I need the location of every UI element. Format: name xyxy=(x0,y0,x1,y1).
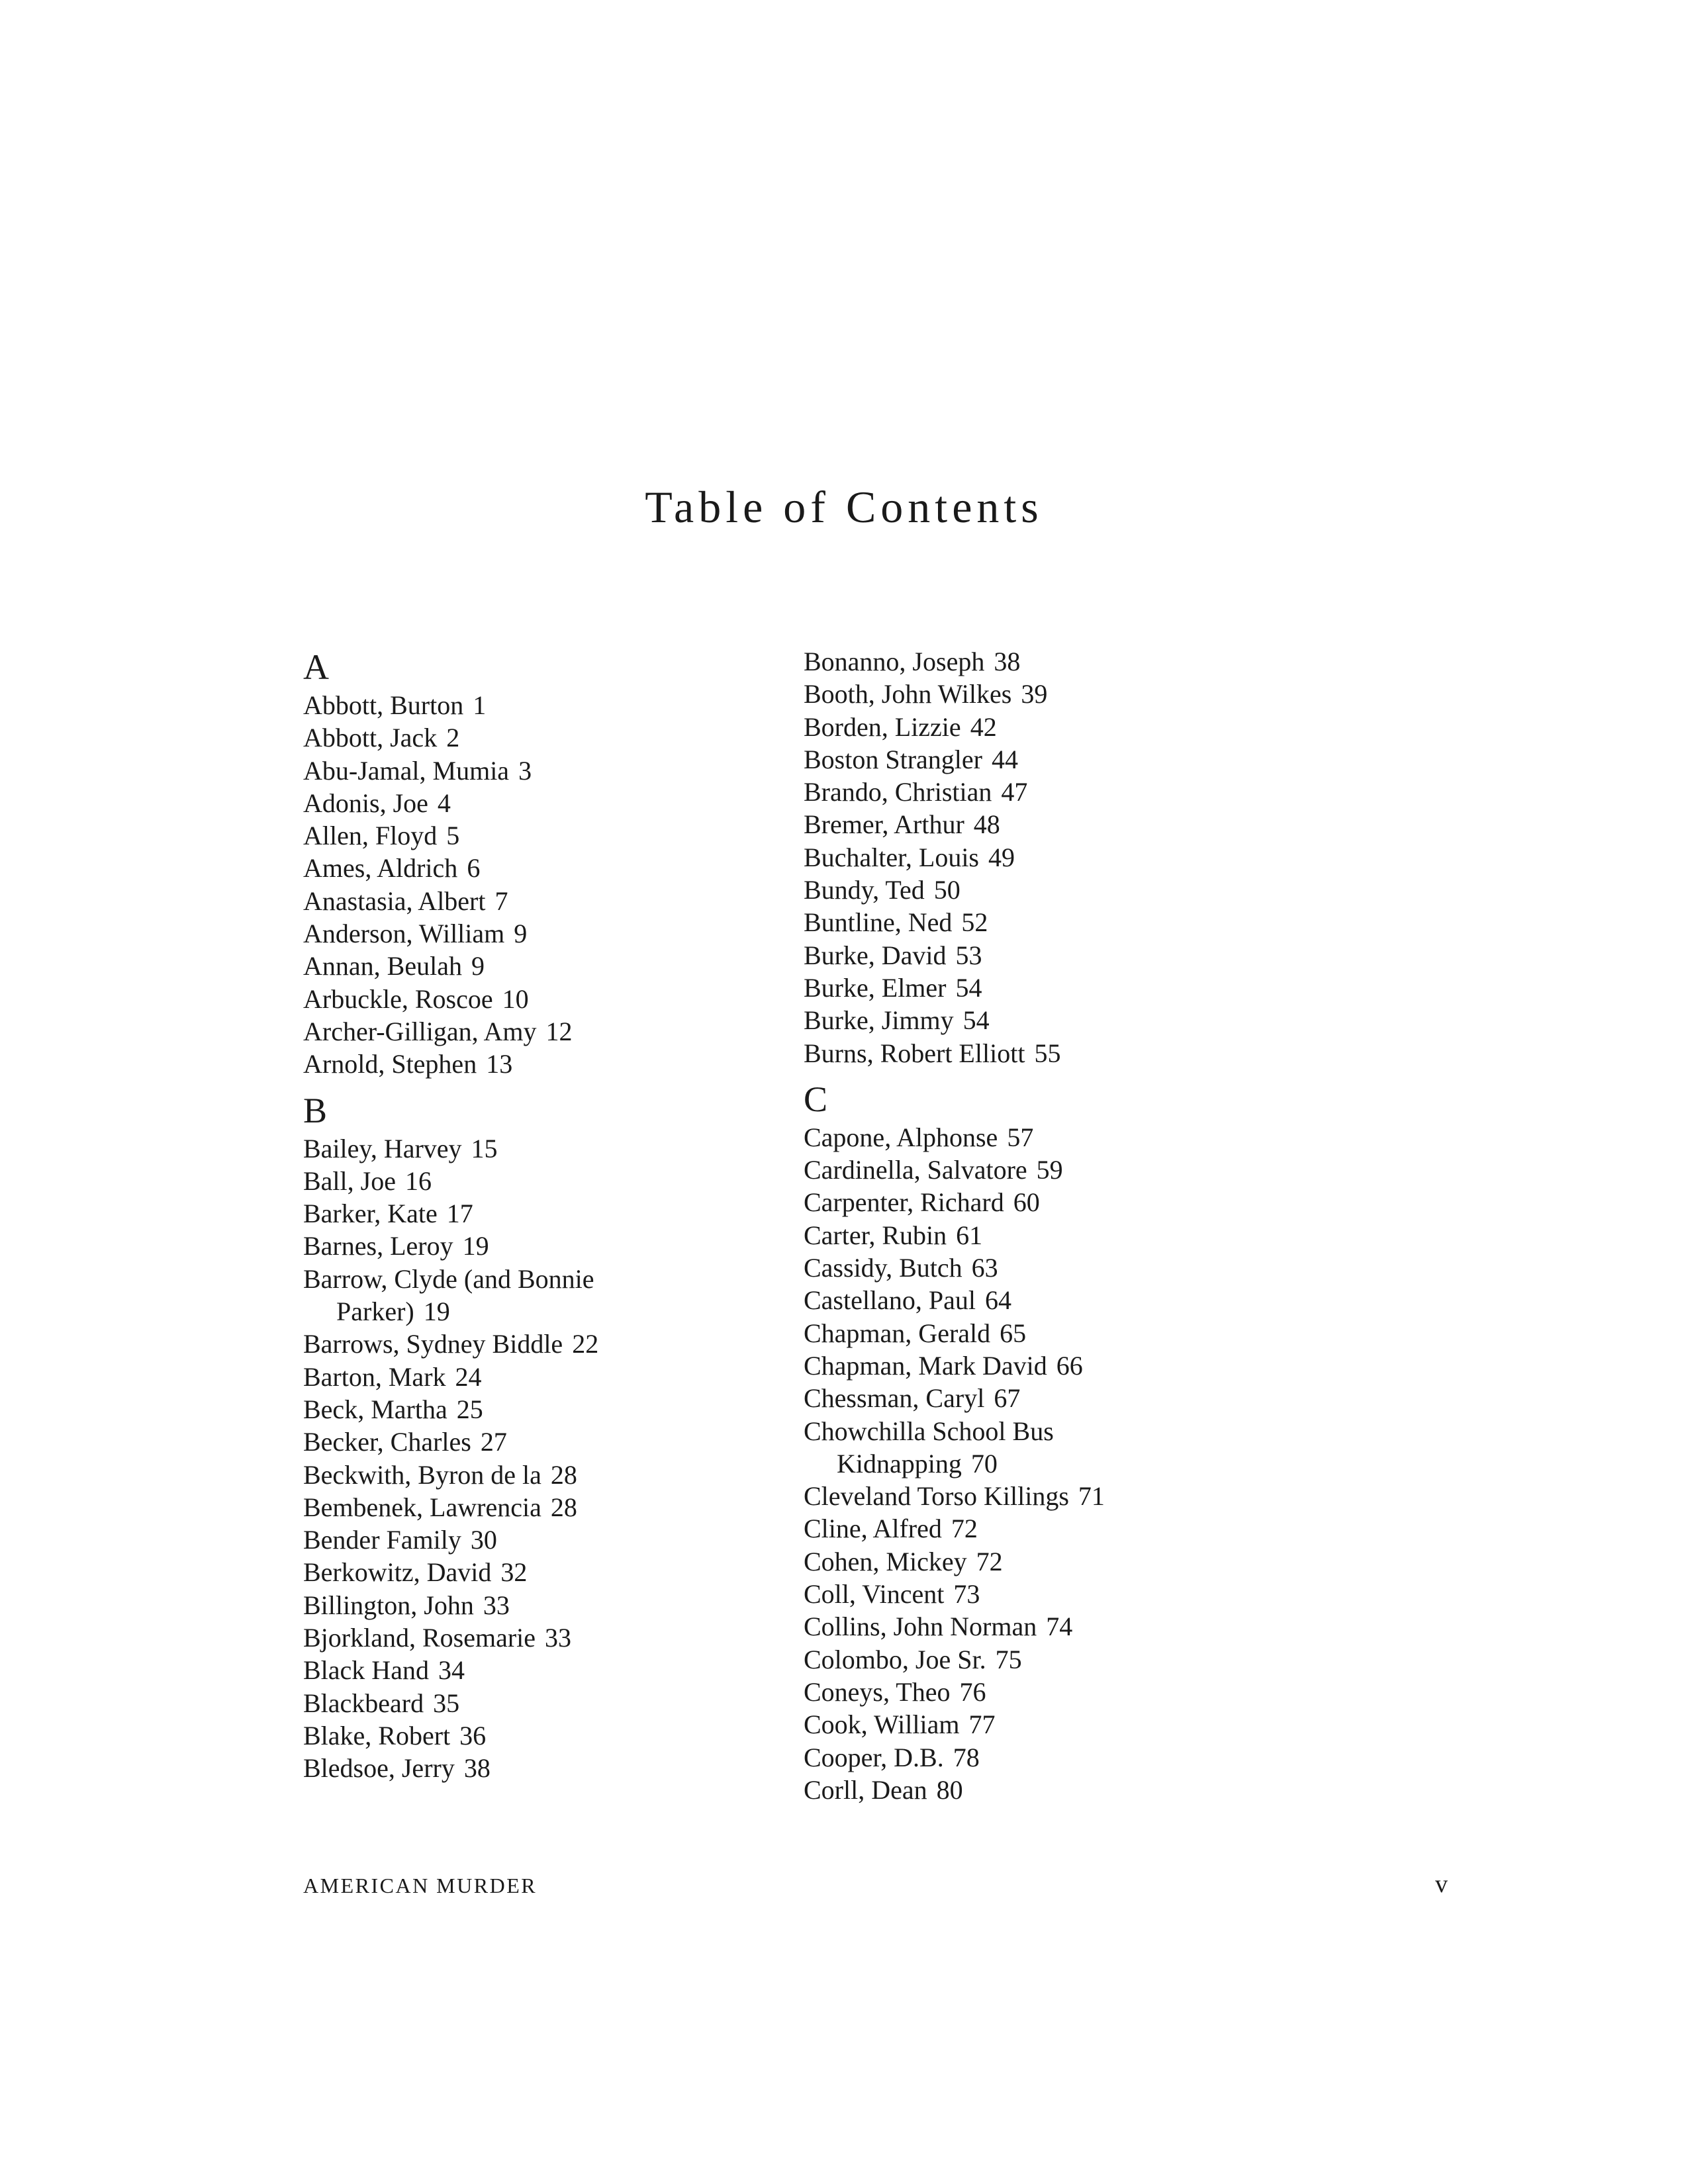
toc-entry xyxy=(804,1774,1267,1806)
entry-name: Annan, Beulah xyxy=(303,951,462,981)
entry-name: Brando, Christian xyxy=(804,777,992,807)
entry-page-number: 19 xyxy=(462,1231,489,1261)
toc-entry xyxy=(804,1251,1267,1284)
entry-page-number: 50 xyxy=(933,875,961,905)
toc-entry xyxy=(303,1752,767,1784)
entry-page-number: 60 xyxy=(1013,1187,1040,1218)
entry-page-number: 5 xyxy=(446,821,460,851)
toc-entry xyxy=(804,1643,1267,1676)
toc-entry xyxy=(804,1186,1267,1218)
entry-name: Bjorkland, Rosemarie xyxy=(303,1623,536,1653)
entry-name: Ball, Joe xyxy=(303,1165,396,1196)
toc-entry xyxy=(804,1741,1267,1774)
entry-page-number: 49 xyxy=(988,842,1015,872)
entry-name: Collins, John Norman xyxy=(804,1612,1037,1642)
toc-entry xyxy=(804,645,1267,678)
entry-name: Chapman, Mark David xyxy=(804,1350,1047,1381)
toc-entry xyxy=(804,1037,1267,1069)
toc-entry xyxy=(804,678,1267,710)
entry-name: Bailey, Harvey xyxy=(303,1133,462,1163)
toc-entry xyxy=(804,1154,1267,1186)
toc-entry xyxy=(804,841,1267,874)
entry-page-number: 19 xyxy=(423,1297,450,1327)
entry-page-number: 73 xyxy=(953,1579,980,1610)
entry-page-number: 9 xyxy=(471,951,485,981)
entry-name: Barnes, Leroy xyxy=(303,1231,453,1261)
entry-name: Barker, Kate xyxy=(303,1199,438,1229)
toc-entry xyxy=(804,1676,1267,1708)
toc-entry xyxy=(804,1480,1267,1512)
entry-page-number: 77 xyxy=(968,1709,996,1740)
toc-entry xyxy=(804,906,1267,938)
entry-page-number: 74 xyxy=(1046,1612,1073,1642)
page-title: Table of Contents xyxy=(645,482,1043,532)
entry-name: Buchalter, Louis xyxy=(804,842,979,872)
entry-page-number: 54 xyxy=(955,972,982,1003)
entry-name: Arnold, Stephen xyxy=(303,1049,477,1079)
toc-entry xyxy=(303,1524,767,1556)
entry-name: Bembenek, Lawrencia xyxy=(303,1492,541,1522)
toc-column-right xyxy=(804,645,1267,1806)
entry-name: Black Hand xyxy=(303,1655,429,1686)
toc-column-left xyxy=(303,645,767,1785)
toc-entry xyxy=(804,1512,1267,1545)
section-b-continued-list xyxy=(804,645,1267,1069)
entry-page-number: 39 xyxy=(1021,679,1048,709)
toc-entry xyxy=(303,1361,767,1393)
entry-name: Abbott, Jack xyxy=(303,723,438,753)
entry-page-number: 1 xyxy=(473,690,487,720)
entry-name: Burke, David xyxy=(804,940,947,970)
toc-entry xyxy=(804,1004,1267,1036)
entry-name: Castellano, Paul xyxy=(804,1285,976,1316)
entry-page-number: 64 xyxy=(984,1285,1011,1316)
entry-name: Colombo, Joe Sr. xyxy=(804,1644,986,1674)
entry-page-number: 32 xyxy=(500,1557,528,1588)
entry-name: Borden, Lizzie xyxy=(804,711,961,742)
entry-page-number: 22 xyxy=(572,1329,599,1359)
entry-name: Adonis, Joe xyxy=(303,788,428,818)
toc-entry xyxy=(804,808,1267,841)
entry-name: Abu-Jamal, Mumia xyxy=(303,755,510,786)
entry-page-number: 28 xyxy=(550,1492,577,1522)
toc-entry xyxy=(804,1610,1267,1643)
entry-name: Ames, Aldrich xyxy=(303,853,458,884)
entry-page-number: 27 xyxy=(480,1427,507,1457)
toc-entry xyxy=(303,1719,767,1752)
section-letter-b: B xyxy=(303,1090,328,1130)
entry-page-number: 4 xyxy=(437,788,451,818)
toc-entry xyxy=(303,1556,767,1588)
entry-name: Barton, Mark xyxy=(303,1361,446,1392)
entry-name: Abbott, Burton xyxy=(303,690,464,720)
toc-entry xyxy=(303,1230,767,1262)
entry-page-number: 72 xyxy=(951,1514,978,1544)
entry-page-number: 71 xyxy=(1078,1481,1105,1512)
section-letter-a: A xyxy=(303,647,329,687)
section-a-list xyxy=(303,689,767,1081)
running-footer-title: AMERICAN MURDER xyxy=(303,1874,538,1897)
entry-name: Carter, Rubin xyxy=(804,1220,947,1250)
entry-name: Berkowitz, David xyxy=(303,1557,492,1588)
entry-page-number: 9 xyxy=(514,919,528,949)
entry-name: Bledsoe, Jerry xyxy=(303,1753,455,1784)
toc-entry xyxy=(303,1328,767,1360)
entry-name: Bundy, Ted xyxy=(804,875,925,905)
toc-entry xyxy=(303,689,767,721)
entry-name: Coneys, Theo xyxy=(804,1676,951,1707)
toc-entry xyxy=(804,1284,1267,1316)
toc-entry xyxy=(303,1132,767,1165)
toc-entry xyxy=(303,819,767,852)
entry-page-number: 17 xyxy=(446,1199,473,1229)
toc-entry xyxy=(303,1491,767,1524)
entry-name: Allen, Floyd xyxy=(303,821,438,851)
entry-page-number: 7 xyxy=(494,886,508,916)
entry-page-number: 42 xyxy=(970,711,997,742)
entry-name: Cooper, D.B. xyxy=(804,1742,944,1772)
entry-name: Barrow, Clyde (and Bonnie Parker) xyxy=(303,1263,594,1327)
entry-page-number: 2 xyxy=(446,723,460,753)
entry-page-number: 25 xyxy=(456,1394,483,1424)
entry-name: Bonanno, Joseph xyxy=(804,647,985,676)
entry-page-number: 59 xyxy=(1036,1155,1063,1185)
entry-page-number: 12 xyxy=(545,1016,573,1046)
entry-name: Beckwith, Byron de la xyxy=(303,1459,541,1490)
entry-name: Anderson, William xyxy=(303,919,505,949)
toc-entry xyxy=(303,1015,767,1048)
entry-page-number: 80 xyxy=(936,1774,963,1805)
entry-name: Arbuckle, Roscoe xyxy=(303,983,493,1014)
toc-entry xyxy=(303,787,767,819)
entry-page-number: 78 xyxy=(953,1742,980,1772)
entry-name: Chapman, Gerald xyxy=(804,1318,991,1348)
toc-entry xyxy=(804,1708,1267,1741)
entry-name: Coll, Vincent xyxy=(804,1579,945,1610)
entry-page-number: 33 xyxy=(483,1590,510,1620)
entry-name: Becker, Charles xyxy=(303,1427,471,1457)
entry-name: Booth, John Wilkes xyxy=(804,679,1012,709)
entry-name: Buntline, Ned xyxy=(804,907,953,938)
toc-entry xyxy=(303,917,767,950)
toc-entry xyxy=(804,1317,1267,1349)
section-letter-c: C xyxy=(804,1079,828,1119)
toc-entry xyxy=(303,1263,667,1328)
entry-page-number: 48 xyxy=(973,809,1000,840)
entry-page-number: 75 xyxy=(995,1644,1022,1674)
toc-entry xyxy=(303,721,767,754)
page-number: v xyxy=(1435,1870,1448,1898)
entry-name: Bremer, Arthur xyxy=(804,809,964,840)
entry-page-number: 66 xyxy=(1056,1350,1083,1381)
entry-name: Bender Family xyxy=(303,1525,461,1555)
toc-entry xyxy=(303,1426,767,1458)
toc-entry xyxy=(303,950,767,982)
entry-page-number: 28 xyxy=(550,1459,577,1490)
toc-entry xyxy=(804,1219,1267,1251)
entry-name: Archer-Gilligan, Amy xyxy=(303,1016,537,1046)
entry-name: Anastasia, Albert xyxy=(303,886,486,916)
entry-page-number: 13 xyxy=(486,1049,513,1079)
entry-page-number: 6 xyxy=(467,853,481,884)
toc-entry xyxy=(804,1578,1267,1610)
entry-page-number: 3 xyxy=(518,755,532,786)
entry-name: Burke, Elmer xyxy=(804,972,947,1003)
entry-page-number: 52 xyxy=(961,907,988,938)
toc-entry xyxy=(303,1048,767,1080)
entry-page-number: 36 xyxy=(459,1720,487,1751)
entry-name: Cook, William xyxy=(804,1709,960,1740)
entry-page-number: 34 xyxy=(438,1655,465,1686)
toc-entry xyxy=(804,939,1267,972)
entry-page-number: 70 xyxy=(970,1448,998,1479)
toc-entry xyxy=(303,852,767,884)
entry-page-number: 55 xyxy=(1034,1038,1061,1068)
toc-entry xyxy=(804,874,1267,906)
entry-name: Beck, Martha xyxy=(303,1394,447,1424)
toc-entry xyxy=(303,1197,767,1230)
toc-entry xyxy=(804,1382,1267,1414)
toc-entry xyxy=(303,1393,767,1426)
entry-name: Cohen, Mickey xyxy=(804,1546,967,1576)
entry-page-number: 38 xyxy=(463,1753,491,1784)
toc-entry xyxy=(804,1415,1168,1480)
toc-entry xyxy=(804,776,1267,808)
toc-entry xyxy=(804,711,1267,743)
toc-entry xyxy=(303,1165,767,1197)
toc-entry xyxy=(804,1121,1267,1154)
toc-entry xyxy=(804,1545,1267,1578)
toc-entry xyxy=(303,1687,767,1719)
entry-page-number: 44 xyxy=(991,744,1018,774)
toc-entry xyxy=(303,754,767,787)
entry-page-number: 54 xyxy=(962,1005,990,1036)
entry-name: Cline, Alfred xyxy=(804,1514,942,1544)
entry-page-number: 67 xyxy=(994,1383,1021,1414)
entry-name: Capone, Alphonse xyxy=(804,1122,998,1152)
toc-entry xyxy=(303,1589,767,1621)
entry-name: Chessman, Caryl xyxy=(804,1383,985,1414)
toc-entry xyxy=(804,1349,1267,1382)
entry-page-number: 35 xyxy=(433,1688,460,1718)
toc-entry xyxy=(804,743,1267,776)
entry-page-number: 16 xyxy=(404,1165,432,1196)
entry-page-number: 38 xyxy=(994,647,1021,676)
section-c-list xyxy=(804,1121,1267,1806)
toc-entry xyxy=(303,1654,767,1686)
entry-page-number: 10 xyxy=(502,983,529,1014)
toc-entry xyxy=(303,1459,767,1491)
entry-page-number: 30 xyxy=(470,1525,497,1555)
entry-name: Burke, Jimmy xyxy=(804,1005,954,1036)
entry-name: Burns, Robert Elliott xyxy=(804,1038,1025,1068)
entry-page-number: 72 xyxy=(976,1546,1003,1576)
entry-name: Blackbeard xyxy=(303,1688,424,1718)
entry-page-number: 47 xyxy=(1001,777,1028,807)
entry-page-number: 65 xyxy=(1000,1318,1027,1348)
entry-page-number: 57 xyxy=(1007,1122,1034,1152)
entry-name: Chowchilla School Bus Kidnapping xyxy=(804,1416,1054,1479)
entry-name: Blake, Robert xyxy=(303,1720,451,1751)
entry-name: Carpenter, Richard xyxy=(804,1187,1004,1218)
entry-name: Cleveland Torso Killings xyxy=(804,1481,1069,1512)
entry-page-number: 53 xyxy=(955,940,982,970)
entry-page-number: 33 xyxy=(545,1623,572,1653)
entry-page-number: 63 xyxy=(971,1253,998,1283)
entry-name: Corll, Dean xyxy=(804,1774,927,1805)
entry-name: Cassidy, Butch xyxy=(804,1253,962,1283)
section-b-list xyxy=(303,1132,767,1785)
entry-page-number: 24 xyxy=(455,1361,482,1392)
entry-page-number: 61 xyxy=(956,1220,983,1250)
toc-entry xyxy=(303,983,767,1015)
entry-name: Cardinella, Salvatore xyxy=(804,1155,1027,1185)
entry-name: Boston Strangler xyxy=(804,744,982,774)
toc-entry xyxy=(804,972,1267,1004)
entry-page-number: 15 xyxy=(471,1133,498,1163)
entry-name: Barrows, Sydney Biddle xyxy=(303,1329,563,1359)
toc-entry xyxy=(303,885,767,917)
entry-name: Billington, John xyxy=(303,1590,474,1620)
entry-page-number: 76 xyxy=(959,1676,986,1707)
toc-entry xyxy=(303,1621,767,1654)
